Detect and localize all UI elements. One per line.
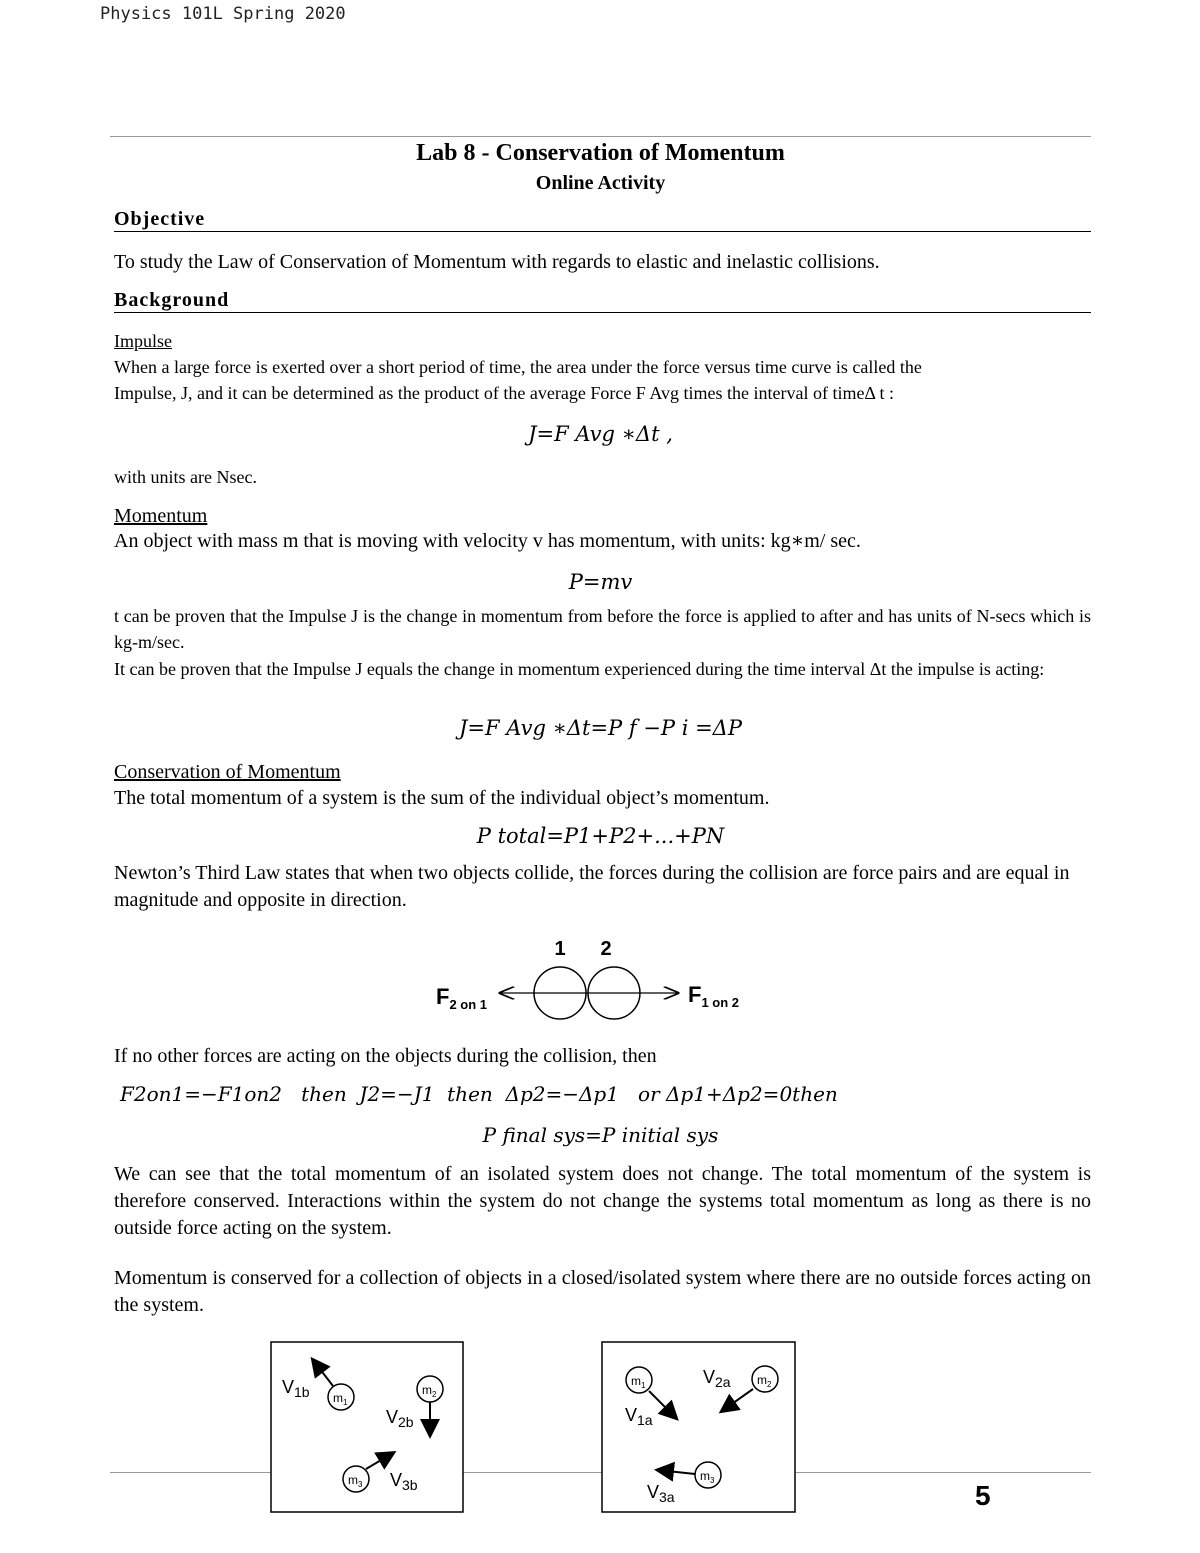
final-equation: P final sys=P initial sys — [482, 1123, 719, 1147]
page-number: 5 — [975, 1480, 991, 1511]
momentum-text: An object with mass m that is moving with velocity v has momentum, with units: kg∗m/ sec. — [114, 530, 861, 552]
objective-text: To study the Law of Conservation of Momentum with regards to elastic and inelastic collisions. — [114, 251, 880, 273]
conservation-text: The total momentum of a system is the sum of the individual object’s momentum. — [114, 787, 770, 809]
v1a-label: $V_{1a}$ — [625, 1405, 653, 1428]
momentum-para-1: t can be proven that the Impulse J is the change in momentum from before the force is applied to after and has units of N-secs which is kg-m/sec. — [114, 606, 1091, 652]
v2a-label: $V_{2a}$ — [703, 1367, 731, 1390]
force-right-label: $F_{1 on 2}$ — [688, 982, 740, 1010]
object-1-label: 1 — [554, 938, 566, 960]
after-collision-box — [601, 1341, 796, 1513]
mass-1-label: $m_1$ — [631, 1374, 646, 1390]
impulse-equation: J=F Avg ∗Δt , — [528, 422, 673, 446]
mass-2-label: $m_2$ — [422, 1383, 437, 1399]
momentum-subheading: Momentum — [114, 505, 208, 527]
v2b-label: $V_{2b}$ — [386, 1407, 414, 1430]
v1b-label: $V_{1b}$ — [282, 1377, 310, 1400]
collision-figure — [420, 930, 780, 1030]
impulse-line-2: Impulse, J, and it can be determined as the product of the average Force F Avg times the interval of timeΔ t : — [114, 383, 895, 403]
newton-text: Newton’s Third Law states that when two objects collide, the forces during the collision are force pairs and are equal in magnitude and opposite in direction. — [114, 862, 1070, 911]
equation-chain: F2on1=−F1on2 then J2=−J1 then Δp2=−Δp1 or Δp1+Δp2=0then — [120, 1082, 838, 1106]
momentum-equation-2: J=F Avg ∗Δt=P f −P i =ΔP — [459, 716, 742, 740]
top-divider — [110, 136, 1091, 137]
if-text: If no other forces are acting on the objects during the collision, then — [114, 1045, 657, 1067]
impulse-units: with units are Nsec. — [114, 467, 257, 487]
objective-heading: Objective — [114, 208, 1091, 232]
mass-3-label: $m_3$ — [700, 1469, 715, 1485]
v3a-label: $V_{3a}$ — [647, 1482, 675, 1505]
closed-system-paragraph: Momentum is conserved for a collection of objects in a closed/isolated system where there are no outside forces acting on the system. — [114, 1267, 1091, 1316]
v3b-label: $V_{3b}$ — [390, 1470, 418, 1493]
course-header: Physics 101L Spring 2020 — [100, 4, 346, 24]
isolated-system-paragraph: We can see that the total momentum of an isolated system does not change. The total momentum of the system is therefore conserved. Interactions within the system do not change the systems total momentum as long as there is no outside force acting on the system. — [114, 1163, 1091, 1239]
mass-1-label: $m_1$ — [333, 1391, 348, 1407]
conservation-equation: P total=P1+P2+...+PN — [476, 824, 725, 848]
impulse-subheading: Impulse — [114, 331, 172, 351]
object-2-label: 2 — [600, 938, 612, 960]
page-title: Lab 8 - Conservation of Momentum — [416, 140, 785, 166]
impulse-line-1: When a large force is exerted over a short period of time, the area under the force versus time curve is called the — [114, 357, 922, 377]
momentum-equation: P=mv — [568, 570, 633, 594]
before-collision-box — [270, 1341, 464, 1513]
mass-2-label: $m_2$ — [757, 1373, 772, 1389]
background-heading: Background — [114, 289, 1091, 313]
momentum-para-2: It can be proven that the Impulse J equals the change in momentum experienced during the time interval Δt the impulse is acting: — [114, 659, 1045, 679]
mass-3-label: $m_3$ — [348, 1473, 363, 1489]
conservation-subheading: Conservation of Momentum — [114, 761, 341, 783]
force-left-label: $F_{2 on 1}$ — [436, 984, 488, 1012]
page-subtitle: Online Activity — [535, 172, 666, 194]
